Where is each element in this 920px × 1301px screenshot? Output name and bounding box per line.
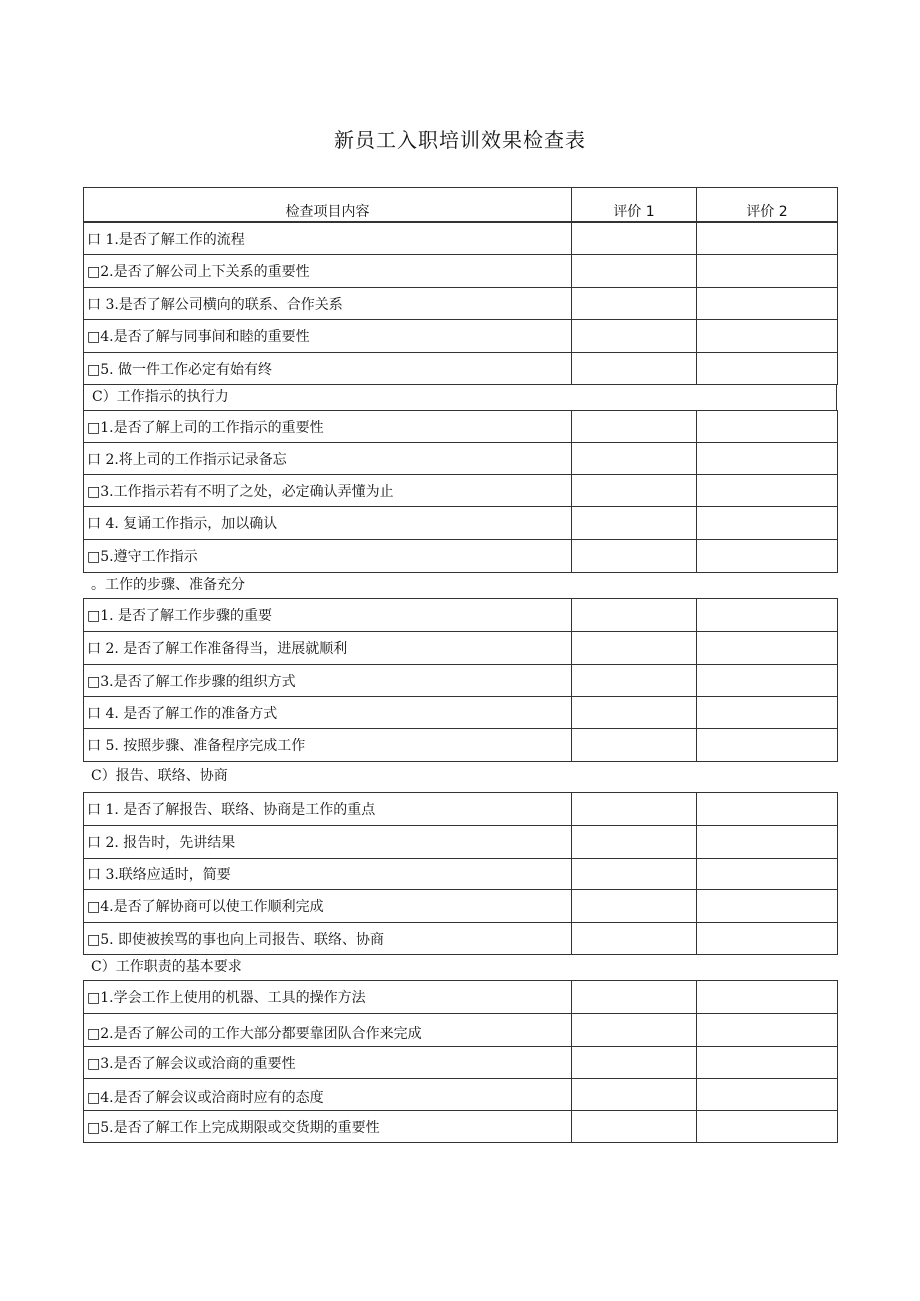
table-row [84,632,838,665]
eval-1-cell[interactable] [572,923,697,955]
eval-1-cell[interactable] [572,859,697,890]
item-label: □5.遵守工作指示 [84,540,572,573]
table-row [84,981,838,1014]
table-row [84,793,838,826]
table-row [84,475,838,507]
table-row [84,507,838,540]
page-title: 新员工入职培训效果检查表 [334,128,586,152]
table-row [84,599,838,632]
section-heading: 。工作的步骤、准备充分 [91,577,245,593]
eval-2-cell[interactable] [697,507,838,540]
item-label: 口 2.将上司的工作指示记录备忘 [84,443,572,475]
eval-2-cell[interactable] [697,411,838,443]
eval-1-cell[interactable] [572,632,697,665]
table-row [84,859,838,890]
eval-2-cell[interactable] [697,890,838,923]
eval-1-cell[interactable] [572,729,697,762]
item-label: □5. 做一件工作必定有始有终 [84,353,572,385]
eval-2-cell[interactable] [697,826,838,859]
section-heading: C）工作指示的执行力 [83,385,837,410]
eval-1-cell[interactable] [572,697,697,729]
table-row [84,1014,838,1047]
item-label: □5.是否了解工作上完成期限或交货期的重要性 [84,1111,572,1143]
eval-1-cell[interactable] [572,826,697,859]
table-row [84,443,838,475]
item-label: □4.是否了解与同事间和睦的重要性 [84,320,572,353]
section-heading: C）报告、联络、协商 [91,768,228,784]
item-label: 口 2. 是否了解工作准备得当，进展就顺利 [84,632,572,665]
eval-2-cell[interactable] [697,632,838,665]
section-table [83,980,838,1143]
item-label: 口 4. 复诵工作指示，加以确认 [84,507,572,540]
eval-2-cell[interactable] [697,540,838,573]
eval-2-cell[interactable] [697,1111,838,1143]
section-table [83,222,838,385]
table-row [84,1079,838,1111]
item-label: □4.是否了解协商可以使工作顺利完成 [84,890,572,923]
item-label: 口 2. 报告时，先讲结果 [84,826,572,859]
table-row [84,923,838,955]
section-table [83,792,838,955]
header-row [84,188,838,222]
eval-1-cell[interactable] [572,353,697,385]
eval-2-cell[interactable] [697,223,838,255]
eval-1-cell[interactable] [572,1111,697,1143]
table-row [84,255,838,288]
eval-2-cell[interactable] [697,255,838,288]
table-row [84,1047,838,1079]
item-label: □1.学会工作上使用的机器、工具的操作方法 [84,981,572,1014]
item-label: 口 3.联络应适时，简要 [84,859,572,890]
eval-2-cell[interactable] [697,859,838,890]
table-row [84,729,838,762]
table-row [84,1111,838,1143]
item-label: □3.工作指示若有不明了之处，必定确认弄懂为止 [84,475,572,507]
eval-1-cell[interactable] [572,507,697,540]
eval-2-cell[interactable] [697,729,838,762]
item-label: 口 4. 是否了解工作的准备方式 [84,697,572,729]
eval-1-cell[interactable] [572,411,697,443]
eval-2-cell[interactable] [697,443,838,475]
table-row [84,320,838,353]
eval-1-cell[interactable] [572,1079,697,1111]
item-label: □3.是否了解工作步骤的组织方式 [84,665,572,697]
eval-1-cell[interactable] [572,599,697,632]
eval-2-cell[interactable] [697,697,838,729]
item-label: □5. 即使被挨骂的事也向上司报告、联络、协商 [84,923,572,955]
eval-2-cell[interactable] [697,981,838,1014]
eval-1-cell[interactable] [572,540,697,573]
table-row [84,890,838,923]
table-row [84,540,838,573]
item-label: □4.是否了解会议或洽商时应有的态度 [84,1079,572,1111]
table-row [84,223,838,255]
eval-1-cell[interactable] [572,288,697,320]
section-heading: C）工作职责的基本要求 [91,959,242,975]
header-eval-1: 评价 1 [572,188,697,222]
table-row [84,353,838,385]
eval-2-cell[interactable] [697,923,838,955]
eval-2-cell[interactable] [697,1047,838,1079]
item-label: 口 1.是否了解工作的流程 [84,223,572,255]
eval-2-cell[interactable] [697,288,838,320]
eval-1-cell[interactable] [572,981,697,1014]
table-row [84,826,838,859]
header-item: 检查项目内容 [84,188,572,222]
eval-2-cell[interactable] [697,475,838,507]
section-table [83,598,838,762]
item-label: □2.是否了解公司上下关系的重要性 [84,255,572,288]
eval-1-cell[interactable] [572,443,697,475]
eval-2-cell[interactable] [697,793,838,826]
table-row [84,288,838,320]
eval-1-cell[interactable] [572,320,697,353]
item-label: □2.是否了解公司的工作大部分都要靠团队合作来完成 [84,1014,572,1047]
eval-1-cell[interactable] [572,890,697,923]
section-table [83,410,838,573]
table-row [84,411,838,443]
eval-1-cell[interactable] [572,255,697,288]
eval-2-cell[interactable] [697,665,838,697]
item-label: 口 1. 是否了解报告、联络、协商是工作的重点 [84,793,572,826]
table-row [84,665,838,697]
item-label: 口 3.是否了解公司横向的联系、合作关系 [84,288,572,320]
item-label: □1. 是否了解工作步骤的重要 [84,599,572,632]
eval-1-cell[interactable] [572,1047,697,1079]
eval-2-cell[interactable] [697,1014,838,1047]
eval-1-cell[interactable] [572,223,697,255]
eval-2-cell[interactable] [697,320,838,353]
item-label: 口 5. 按照步骤、准备程序完成工作 [84,729,572,762]
eval-1-cell[interactable] [572,475,697,507]
header-eval-2: 评价 2 [697,188,838,222]
checklist-sheet [83,187,837,1143]
header-table [83,187,838,222]
eval-1-cell[interactable] [572,1014,697,1047]
eval-1-cell[interactable] [572,665,697,697]
eval-2-cell[interactable] [697,599,838,632]
item-label: □1.是否了解上司的工作指示的重要性 [84,411,572,443]
eval-2-cell[interactable] [697,1079,838,1111]
eval-1-cell[interactable] [572,793,697,826]
item-label: □3.是否了解会议或洽商的重要性 [84,1047,572,1079]
eval-2-cell[interactable] [697,353,838,385]
table-row [84,697,838,729]
